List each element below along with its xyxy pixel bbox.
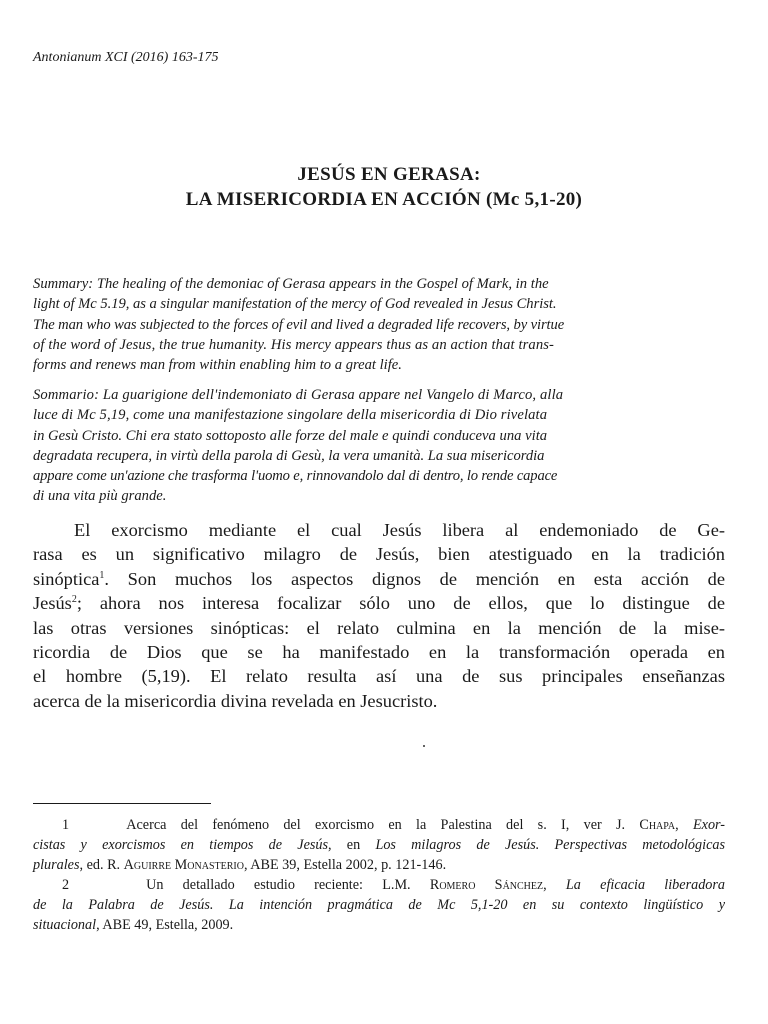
footnote-author: Aguirre Monasterio [123,857,244,873]
body-line [33,591,725,615]
footnotes [33,815,725,935]
summary-it-line: luce di Mc 5,19, come una manifestazione singolare della misericordia di Dio rivelata [33,407,548,424]
footnote-title: plurales [33,857,80,873]
footnote-text: , ed. R. [79,857,124,873]
body-line: ricordia de Dios que se ha manifestado en la transformación operada en [33,642,725,663]
footnote-2-line [33,875,725,895]
journal-header: Antonianum XCI (2016) 163-175 [33,50,219,65]
article-title [0,162,768,212]
footnote-text: Acerca del fenómeno del exorcismo en la Palestina del s. I, ver J. [126,817,640,833]
summary-en-line: light of Mc 5.19, as a singular manifestation of the mercy of God revealed in Jesus Christ. [33,296,557,313]
body-line: rasa es un significativo milagro de Jesús, bien atestiguado en la tradición [33,544,725,565]
footnote-title: situacional [33,917,97,933]
footnote-author: Romero Sánchez [429,877,544,893]
footnote-text: , ABE 39, Estella 2002, p. 121-146. [243,857,447,873]
stray-mark [423,745,425,747]
summary-it-line: di una vita più grande. [33,488,167,505]
summary-en-line: forms and renews man from within enabling him to a great life. [33,357,402,374]
footnote-ref-2[interactable]: 2 [71,594,77,606]
footnote-separator [33,803,211,804]
summary-italian [33,385,723,507]
footnote-text: , en [328,837,376,853]
footnote-text: , [675,817,693,833]
body-text-segment: Jesús [33,593,72,614]
body-text-segment: . Son muchos los aspectos dignos de mención en esta acción de [104,568,725,589]
footnote-text: , [543,877,566,893]
footnote-title: Los milagros de Jesús. Perspectivas metodológicas [375,837,725,853]
summary-it-line: appare come un'azione che trasforma l'uomo e, rinnovandolo dal di dentro, lo rende capace [33,468,558,485]
footnote-2-number: 2 [62,877,70,893]
body-text-segment: ; ahora nos interesa focalizar sólo uno de ellos, que lo distingue de [76,593,725,614]
body-line [33,567,725,591]
summary-english [33,274,723,375]
footnote-title: cistas y exorcismos en tiempos de Jesús [33,837,329,853]
body-line: el hombre (5,19). El relato resulta así una de sus principales enseñanzas [33,666,725,687]
footnote-1-line [33,835,725,855]
summary-en-line: The man who was subjected to the forces of evil and lived a degraded life recovers, by virtue [33,316,565,333]
body-line: las otras versiones sinópticas: el relato culmina en la mención de la mise- [33,617,725,638]
body-line: acerca de la misericordia divina revelada en Jesucristo. [33,690,438,711]
summary-en-line: of the word of Jesus, the true humanity. His mercy appears thus as an action that trans- [33,336,555,353]
body-line: El exorcismo mediante el cual Jesús libera al endemoniado de Ge- [74,520,725,540]
summary-it-line: Sommario: La guarigione dell'indemoniato di Gerasa appare nel Vangelo di Marco, alla [33,387,564,403]
footnote-author: Chapa [639,817,676,833]
footnote-title: de la Palabra de Jesús. La intención pragmática de Mc 5,1-20 en su contexto lingüístico y [33,897,725,913]
footnote-text: Un detallado estudio reciente: L.M. [146,877,430,893]
title-line-2: LA MISERICORDIA EN ACCIÓN (Mc 5,1-20) [185,189,583,210]
summary-it-line: degradata recupera, in virtù della parola di Gesù, la vera umanità. La sua misericordia [33,447,545,464]
footnote-1-line [33,855,725,875]
footnote-1-number: 1 [62,817,70,833]
footnote-2-line [33,915,725,935]
body-text-segment: sinóptica [33,568,100,589]
footnote-title: La eficacia liberadora [565,877,725,893]
footnote-text: , ABE 49, Estella, 2009. [96,917,234,933]
footnote-1-line [33,815,725,835]
footnote-title: Exor- [692,817,726,833]
summary-en-line: Summary: The healing of the demoniac of Gerasa appears in the Gospel of Mark, in the [33,276,549,292]
body-paragraph [33,518,725,713]
title-line-1: JESÚS EN GERASA: [297,164,481,185]
footnote-ref-1[interactable]: 1 [99,569,105,581]
footnote-2-line [33,895,725,915]
summary-it-line: in Gesù Cristo. Chi era stato sottoposto alle forze del male e quindi conduceva una vita [33,427,548,444]
